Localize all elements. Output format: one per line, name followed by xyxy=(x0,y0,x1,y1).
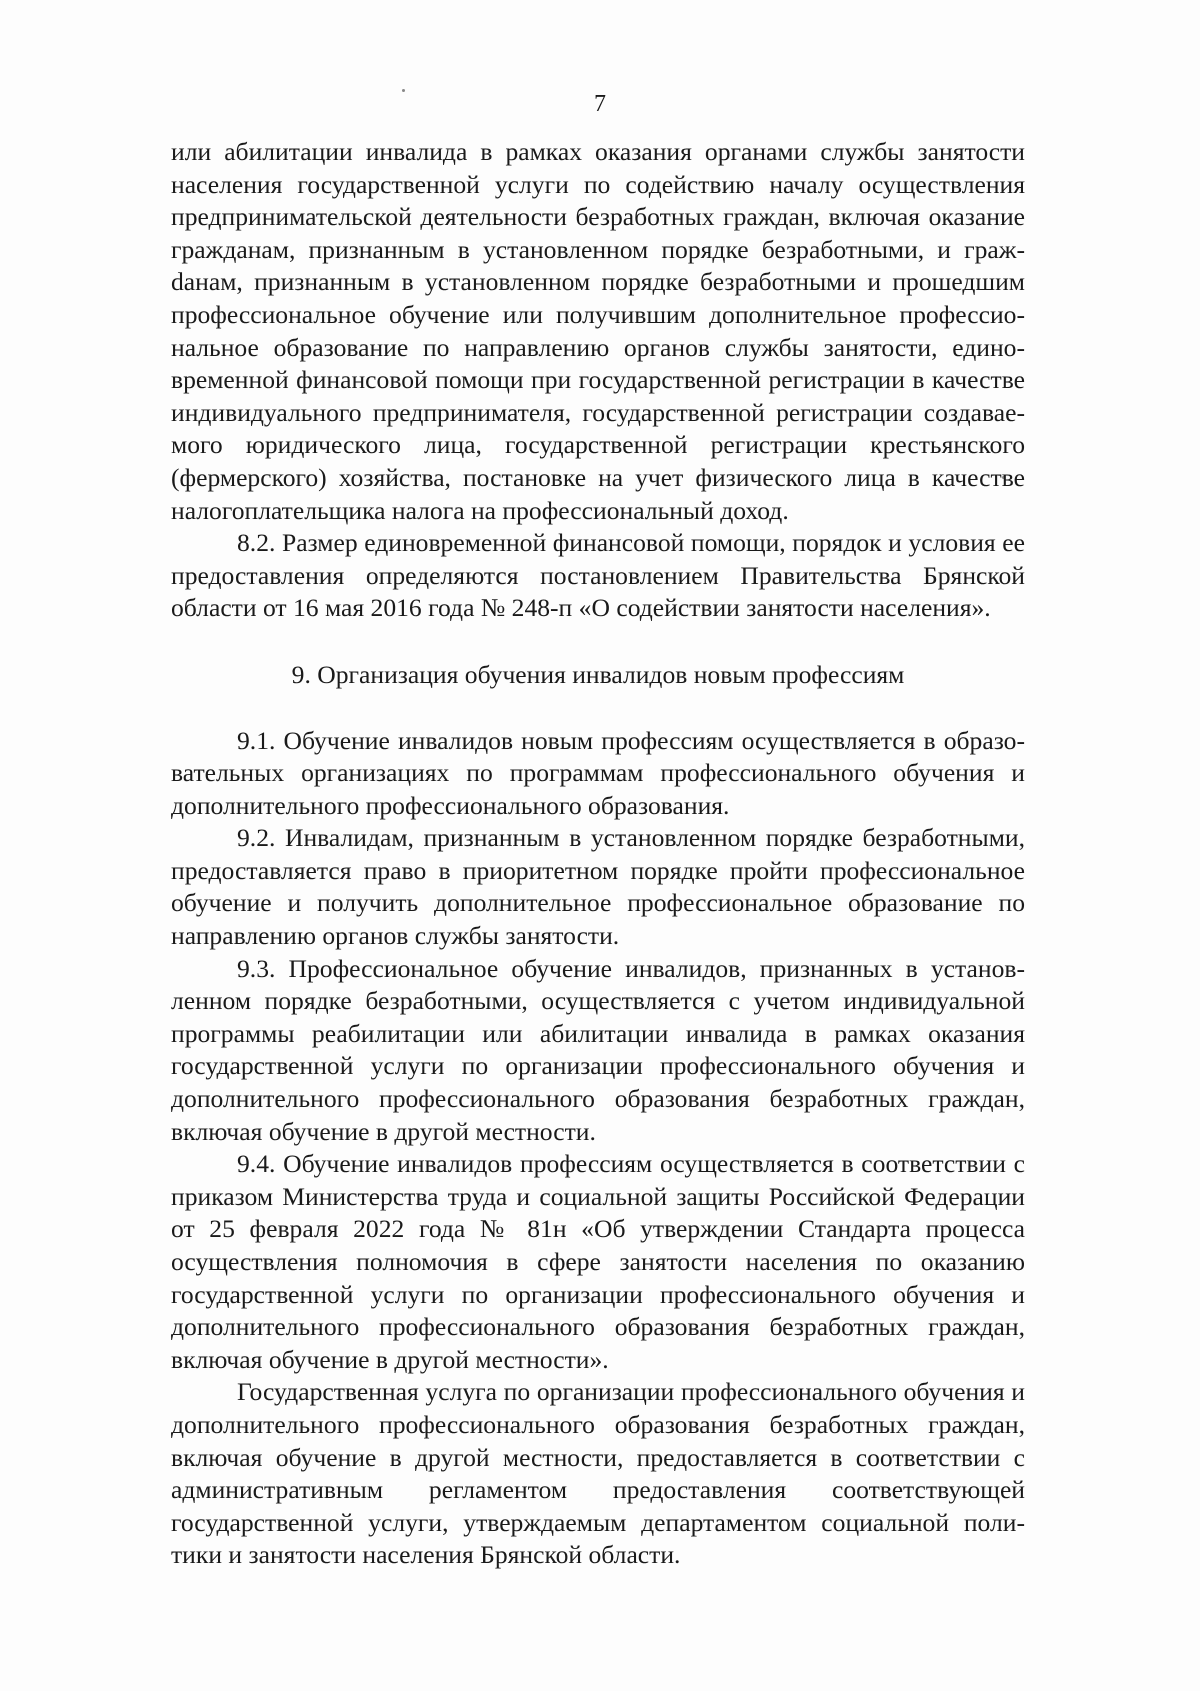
paragraph-8-2: 8.2. Размер единовременной финансовой помощи, порядок и условия ее предоставления определяются постановлением Правительства Брянской области от 16 мая 2016 года № 248-п «О содействии занятости населения». xyxy=(171,528,1025,623)
scan-speck xyxy=(402,89,405,92)
paragraph-9-3: 9.3. Профессиональное обучение инвалидов, признанных в установленном порядке безработными, осуществляется с учетом индивидуальной программы реабилитации или абилитации инвалида в рамках оказания государственной услуги по организации профессионального обучения и дополнительного профессионального образования безработных граждан, включая обучение в другой местности. xyxy=(171,953,1025,1146)
paragraph-9-2: 9.2. Инвалидам, признанным в установленном порядке безработными, предоставляется право в приоритетном порядке пройти профессиональное обучение и получить дополнительное профессиональное образование по направлению органов службы занятости. xyxy=(171,823,1025,951)
document-body xyxy=(171,136,1025,1572)
paragraph-9-4: 9.4. Обучение инвалидов профессиям осуществляется в соответствии с приказом Министерства труда и социальной защиты Российской Федерации от 25 февраля 2022 года № 81н «Об утверждении Стандарта процесса осуществления полномочия в сфере занятости населения по оказанию государственной услуги по организации профессионального обучения и дополнительного профессионального образования безработных граждан, включая обучение в другой местности». xyxy=(171,1149,1025,1374)
section-heading-9: 9. Организация обучения инвалидов новым профессиям xyxy=(291,659,905,689)
paragraph-9-4-continuation: Государственная услуга по организации профессионального обучения и дополнительного профессионального образования безработных граждан, включая обучение в другой местности, предоставляется в соответствии с административным регламентом предоставления соответствующей государственной услуги, утверждаемым департаментом социальной политики и занятости населения Брянской области. xyxy=(171,1377,1025,1570)
paragraph-9-1: 9.1. Обучение инвалидов новым профессиям осуществляется в образовательных организациях по программам профессионального обучения и дополнительного профессионального образования. xyxy=(171,725,1025,820)
paragraph-8-1-continuation: или абилитации инвалида в рамках оказания органами службы занятости населения государственной услуги по содействию началу осуществления предпринимательской деятельности безработных граждан, включая оказание гражданам, признанным в установленном порядке безработными, и гражdанам, признанным в установленном порядке безработными и прошедшим профессиональное обучение или получившим дополнительное профессиональное образование по направлению органов службы занятости, единовременной финансовой помощи при государственной регистрации в качестве индивидуального предпринимателя, государственной регистрации создаваемого юридического лица, государственной регистрации крестьянского (фермерского) хозяйства, постановке на учет физического лица в качестве налогоплательщика налога на профессиональный доход. xyxy=(171,137,1025,525)
page-number: 7 xyxy=(594,91,606,117)
